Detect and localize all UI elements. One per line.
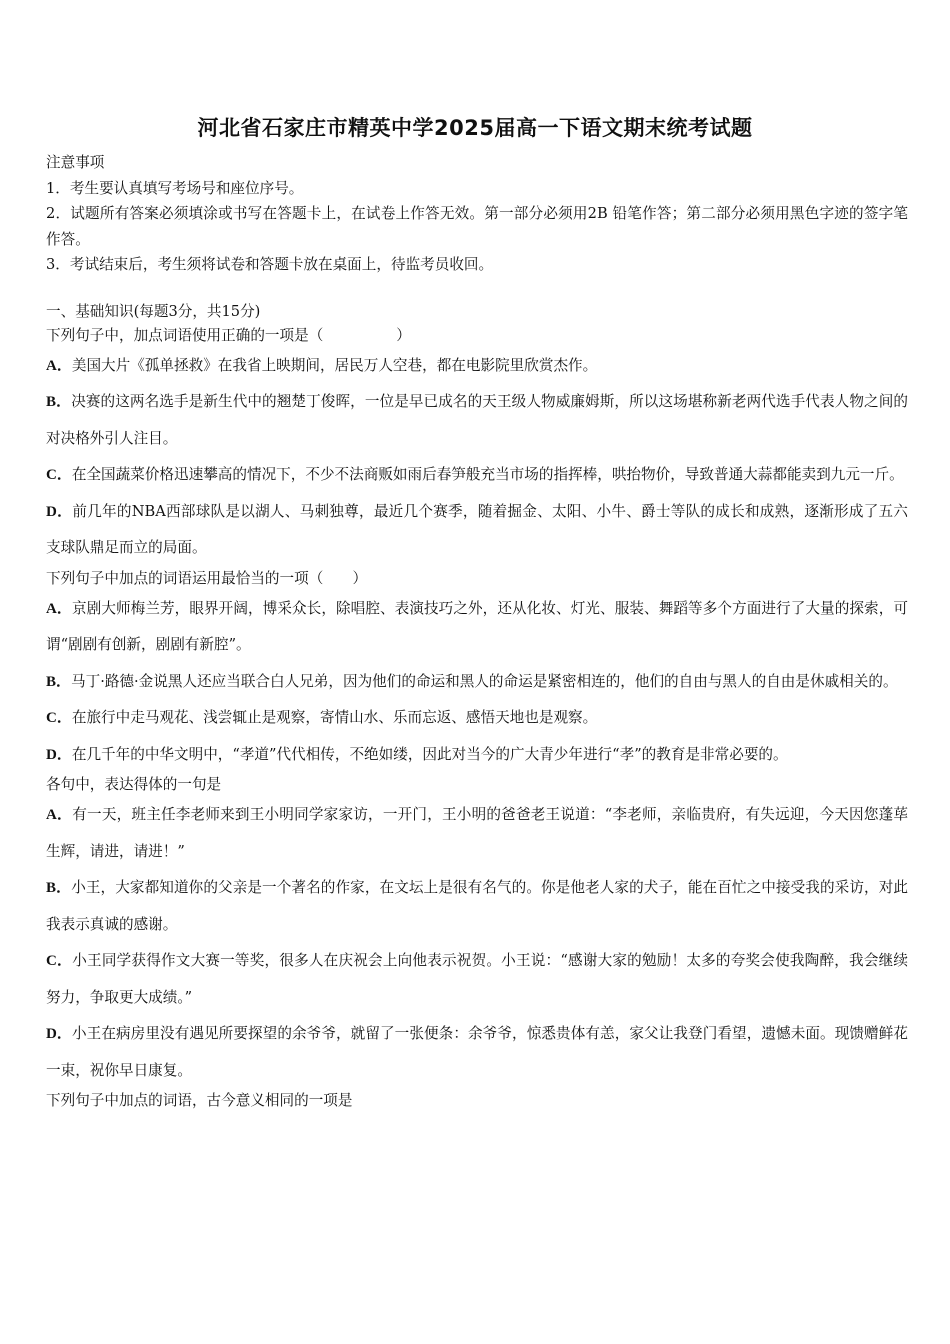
option-letter: B． [46,394,72,410]
option-letter: D． [46,1026,72,1042]
question-option [46,457,908,494]
option-letter: D． [46,746,72,763]
question-option [46,870,908,943]
spacer [46,278,908,300]
option-letter: D． [46,503,73,520]
option-text: 在旅行中走马观花、浅尝辄止是观察，寄情山水、乐而忘返、感悟天地也是观察。 [71,709,598,726]
question-option [46,943,908,1016]
option-text: 马丁·路德·金说黑人还应当联合白人兄弟，因为他们的命运和黑人的命运是紧密相连的，他们的自由与黑人的自由是休戚相关的。 [71,672,898,690]
notice-item: 1．考生要认真填写考场号和座位序号。 [46,179,304,197]
option-letter: B． [46,880,72,896]
option-letter: C． [46,467,72,483]
option-letter: A． [46,600,72,617]
question-stem: 下列句子中，加点词语使用正确的一项是（ ） [46,326,411,344]
option-text: 有一天，班主任李老师来到王小明同学家家访，一开门，王小明的爸爸老王说道：“李老师，亲临贵府，有失远迎，今天因您蓬荜生辉，请进，请进！” [46,806,908,860]
option-text: 决赛的这两名选手是新生代中的翘楚丁俊晖，一位是早已成名的天王级人物威廉姆斯，所以这场堪称新老两代选手代表人物之间的对决格外引人注目。 [46,393,908,447]
exam-content [46,150,908,1113]
option-text: 在全国蔬菜价格迅速攀高的情况下，不少不法商贩如雨后春笋般充当市场的指挥棒，哄抬物价，导致普通大蒜都能卖到九元一斤。 [71,466,904,483]
option-letter: C． [46,710,72,726]
option-text: 美国大片《孤单拯救》在我省上映期间，居民万人空巷，都在电影院里欣赏杰作。 [71,356,598,374]
option-text: 小王，大家都知道你的父亲是一个著名的作家，在文坛上是很有名气的。你是他老人家的犬子，能在百忙之中接受我的采访，对此我表示真诚的感谢。 [46,879,908,933]
question-option [46,1016,908,1089]
question-stem: 各句中，表达得体的一句是 [46,776,222,793]
option-letter: C． [46,953,73,969]
question-option [46,700,908,737]
question-option [46,737,908,774]
page-title: 河北省石家庄市精英中学2025届高一下语文期末统考试题 [197,116,753,140]
option-text: 小王在病房里没有遇见所要探望的余爷爷，就留了一张便条：余爷爷，惊悉贵体有恙，家父让我登门看望，遗憾未面。现馈赠鲜花一束，祝你早日康复。 [46,1025,908,1079]
question-option [46,384,908,457]
option-text: 在几千年的中华文明中，“孝道”代代相传，不绝如缕，因此对当今的广大青少年进行“孝”的教育是非常必要的。 [71,745,788,763]
question-option [46,797,908,870]
question-option [46,494,908,567]
option-letter: A． [46,807,73,823]
option-text: 前几年的NBA西部球队是以湖人、马刺独尊，最近几个赛季，随着掘金、太阳、小牛、爵士等队的成长和成熟，逐渐形成了五六支球队鼎足而立的局面。 [46,502,908,556]
notice-item: 3．考试结束后，考生须将试卷和答题卡放在桌面上，待监考员收回。 [46,256,494,273]
option-letter: A． [46,357,72,374]
question-stem: 下列句子中加点的词语，古今意义相同的一项是 [46,1092,353,1109]
notice-heading: 注意事项 [46,154,105,171]
question-stem: 下列句子中加点的词语运用最恰当的一项（ ） [46,569,368,587]
section-heading: 一、基础知识(每题3分，共15分) [46,302,261,320]
question-option [46,664,908,701]
notice-item: 2．试题所有答案必须填涂或书写在答题卡上，在试卷上作答无效。第一部分必须用2B 铅笔作答；第二部分必须用黑色字迹的签字笔作答。 [46,205,908,248]
option-letter: B． [46,673,72,690]
question-option [46,348,908,385]
option-text: 京剧大师梅兰芳，眼界开阔，博采众长，除唱腔、表演技巧之外，还从化妆、灯光、服装、舞蹈等多个方面进行了大量的探索，可谓“剧剧有创新，剧剧有新腔”。 [46,599,908,653]
question-option [46,591,908,664]
option-text: 小王同学获得作文大赛一等奖，很多人在庆祝会上向他表示祝贺。小王说：“感谢大家的勉励！太多的夸奖会使我陶醉，我会继续努力，争取更大成绩。” [46,952,908,1006]
